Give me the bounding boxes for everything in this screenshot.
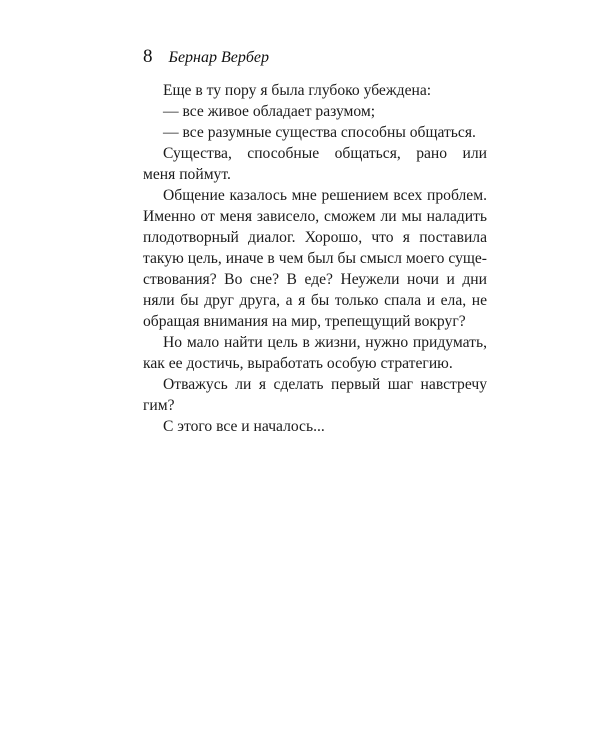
running-title-author: Бернар Вербер bbox=[168, 49, 269, 66]
text-line: Общение казалось мне решением всех проблем. bbox=[163, 187, 487, 204]
text-line: — все разумные существа способны общаться. bbox=[163, 124, 476, 141]
text-line: Существа, способные общаться, рано или bbox=[163, 145, 487, 162]
text-line: плодотворный диалог. Хорошо, что я поставила bbox=[143, 229, 487, 246]
text-line: — все живое обладает разумом; bbox=[163, 103, 376, 120]
text-line: няли бы друг друга, а я бы только спала и ела, не bbox=[143, 292, 487, 309]
body-text bbox=[143, 80, 487, 437]
text-line: меня поймут. bbox=[143, 166, 231, 183]
text-line: такую цель, иначе в чем был бы смысл моего суще- bbox=[143, 250, 487, 267]
text-line: обращая внимания на мир, трепещущий вокруг? bbox=[143, 313, 466, 330]
text-line: Именно от меня зависело, сможем ли мы наладить bbox=[143, 208, 487, 225]
text-line: ствования? Во сне? В еде? Неужели ночи и дни bbox=[143, 271, 487, 288]
text-line: Но мало найти цель в жизни, нужно придумать, bbox=[163, 334, 487, 351]
running-head bbox=[143, 46, 269, 70]
text-line: Отважусь ли я сделать первый шаг навстречу bbox=[163, 376, 487, 393]
text-line: Еще в ту пору я была глубоко убеждена: bbox=[163, 82, 432, 99]
text-line: как ее достичь, выработать особую стратегию. bbox=[143, 355, 453, 372]
text-line: С этого все и началось... bbox=[163, 418, 325, 435]
text-line: гим? bbox=[143, 397, 175, 414]
page-number: 8 bbox=[143, 46, 153, 67]
